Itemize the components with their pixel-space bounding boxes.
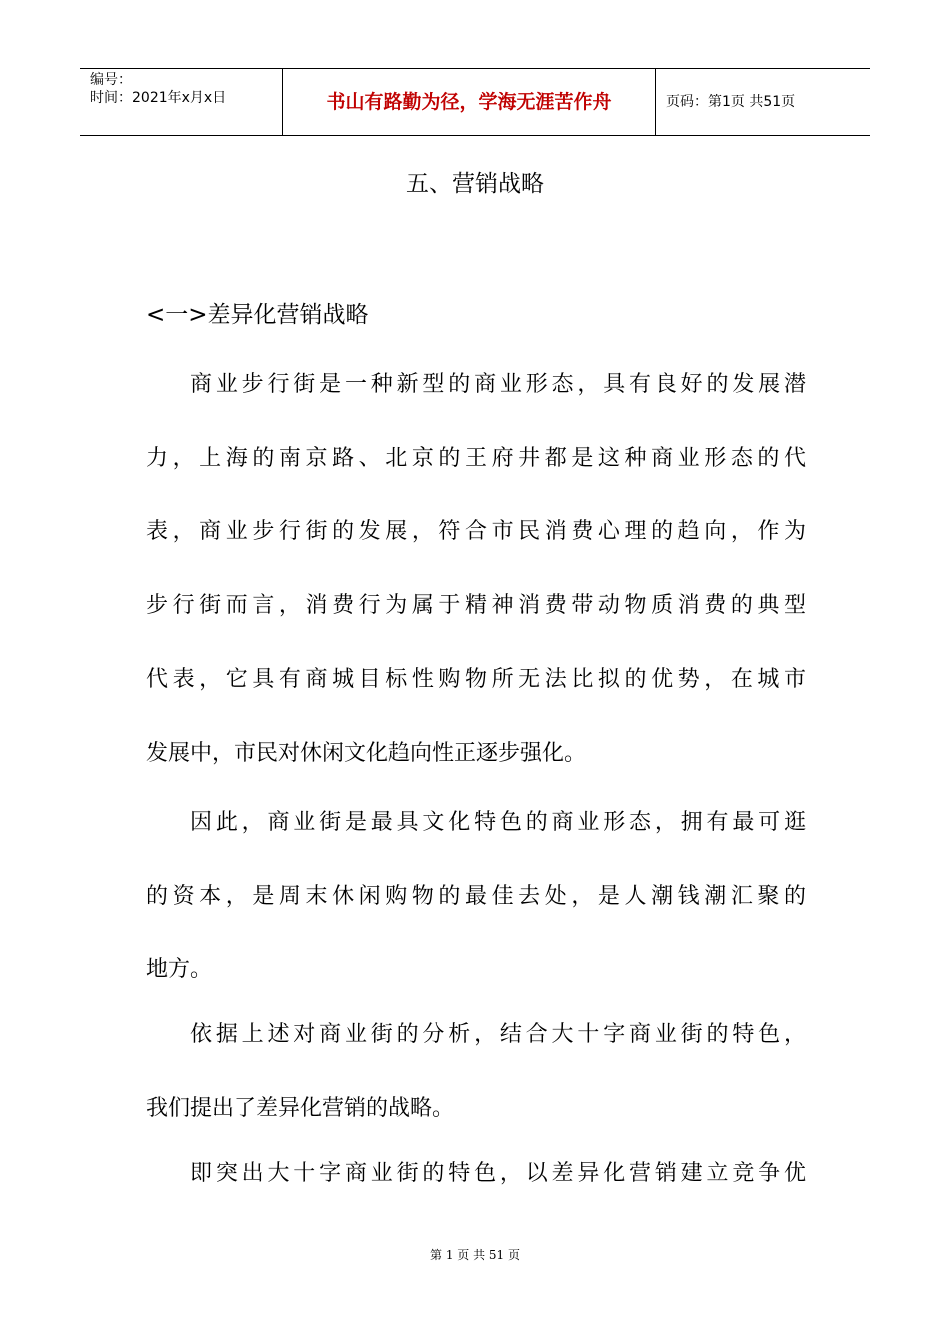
header-meta-cell	[80, 69, 282, 135]
paragraph-line: 表，商业步行街的发展，符合市民消费心理的趋向，作为	[146, 519, 806, 544]
header-motto: 书山有路勤为径，学海无涯苦作舟	[282, 69, 656, 135]
paragraph-line: 因此，商业街是最具文化特色的商业形态，拥有最可逛	[190, 810, 806, 835]
date-label: 时间：2021年x月x日	[90, 90, 227, 106]
paragraph-line: 的资本，是周末休闲购物的最佳去处，是人潮钱潮汇聚的	[146, 884, 806, 909]
paragraph-line: 代表，它具有商城目标性购物所无法比拟的优势，在城市	[146, 667, 806, 692]
paragraph-line: 力，上海的南京路、北京的王府井都是这种商业形态的代	[146, 446, 806, 471]
paragraph-line: 商业步行街是一种新型的商业形态，具有良好的发展潜	[190, 372, 806, 397]
page-footer: 第 1 页 共 51 页	[430, 1248, 520, 1262]
header-page-info: 页码：第1页 共51页	[666, 94, 796, 110]
paragraph-line: 步行街而言，消费行为属于精神消费带动物质消费的典型	[146, 593, 806, 618]
document-title: 五、营销战略	[406, 171, 544, 197]
paragraph-line: 我们提出了差异化营销的战略。	[146, 1096, 455, 1121]
paragraph-line: 发展中，市民对休闲文化趋向性正逐步强化。	[146, 741, 587, 766]
serial-number-label: 编号：	[90, 72, 132, 88]
page-header	[80, 68, 870, 136]
paragraph-line: 地方。	[146, 957, 213, 982]
section-heading: <一>差异化营销战略	[146, 302, 369, 328]
paragraph-line: 依据上述对商业街的分析，结合大十字商业街的特色，	[190, 1022, 806, 1047]
paragraph-line: 即突出大十字商业街的特色，以差异化营销建立竞争优	[190, 1161, 806, 1186]
